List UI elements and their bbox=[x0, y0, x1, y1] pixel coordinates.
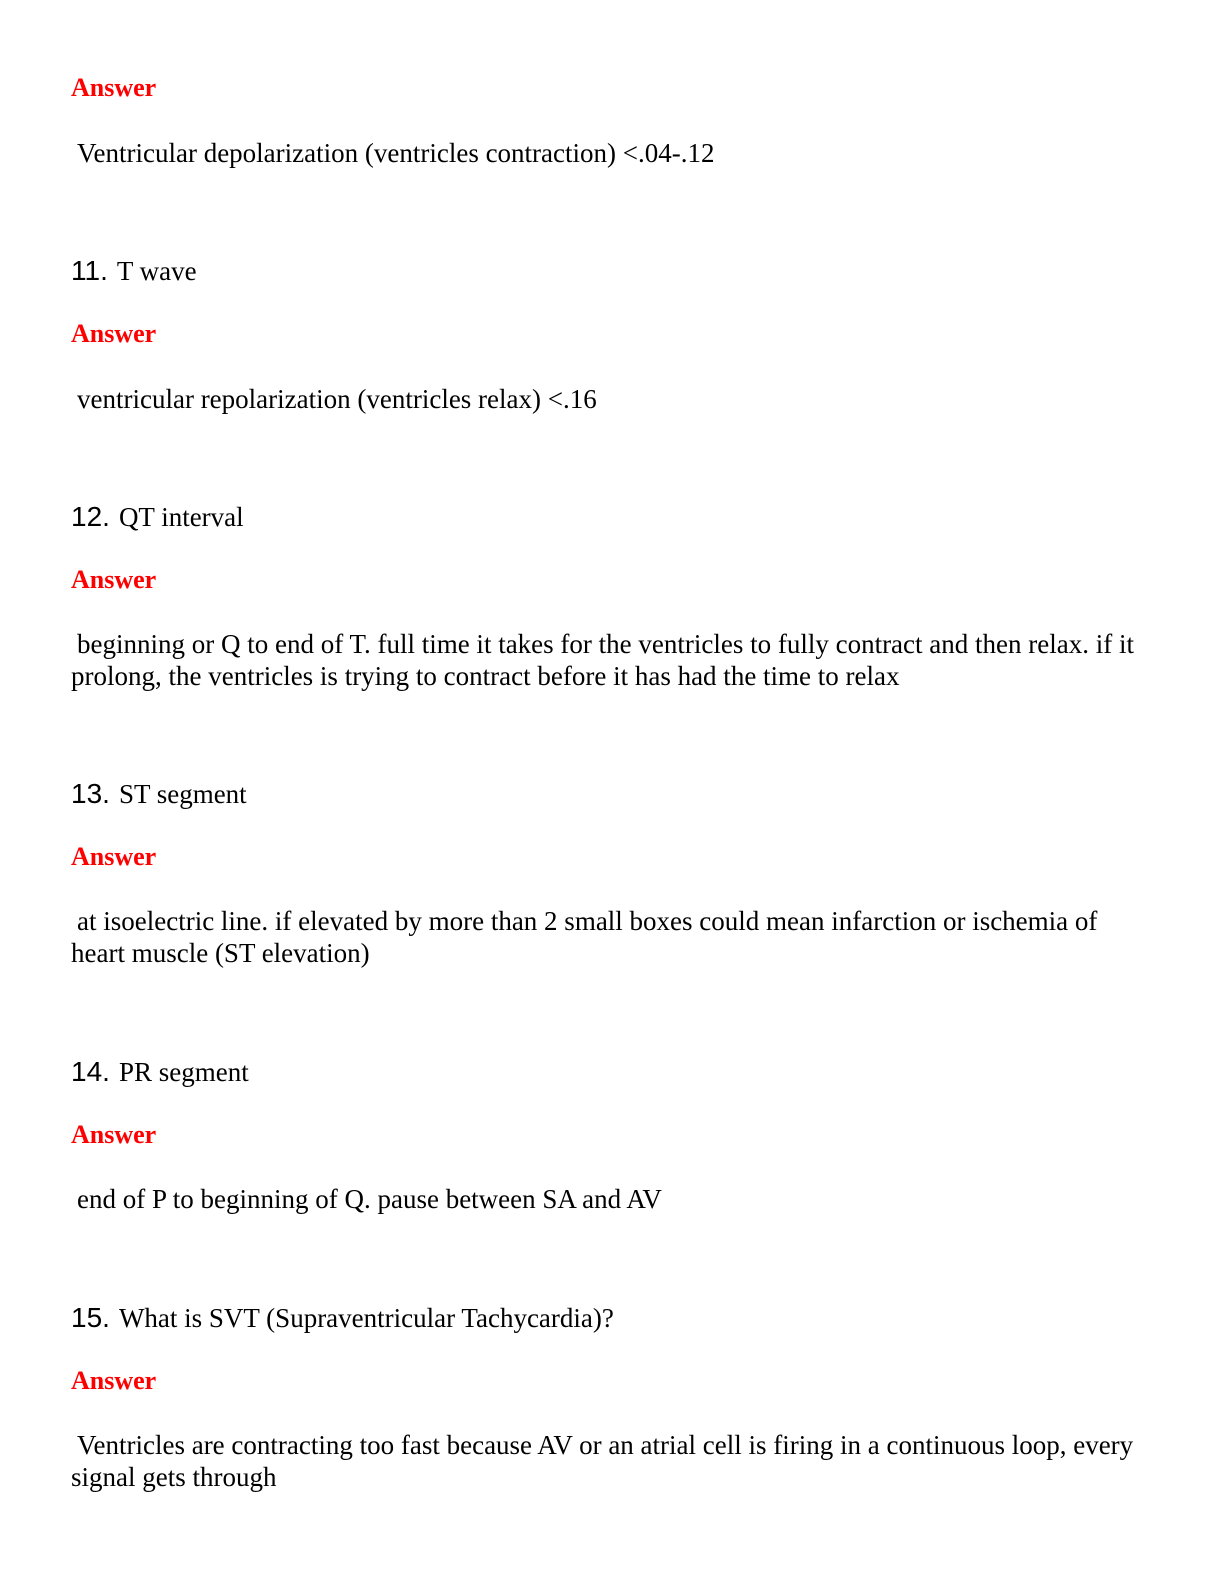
question-text: What is SVT (Supraventricular Tachycardia)? bbox=[118, 1303, 614, 1333]
question-text: T wave bbox=[116, 256, 197, 286]
answer-label: Answer bbox=[71, 842, 157, 871]
answer-text-content: end of P to beginning of Q. pause between SA and AV bbox=[77, 1184, 662, 1214]
question-text: ST segment bbox=[118, 779, 247, 809]
question-number: 12. bbox=[71, 501, 110, 532]
answer-text bbox=[71, 905, 1151, 969]
answer-text-content: beginning or Q to end of T. full time it takes for the ventricles to fully contract and then relax. if it prolong, the ventricles is trying to contract before it has had the time to relax bbox=[71, 629, 1134, 691]
question-number: 15. bbox=[71, 1302, 110, 1333]
question-number: 11. bbox=[71, 255, 108, 286]
answer-text bbox=[71, 137, 1151, 169]
answer-label: Answer bbox=[71, 1120, 157, 1149]
answer-label: Answer bbox=[71, 73, 157, 102]
answer-text-content: ventricular repolarization (ventricles relax) <.16 bbox=[77, 384, 597, 414]
question-number: 13. bbox=[71, 778, 110, 809]
answer-text bbox=[71, 1183, 1151, 1215]
answer-label: Answer bbox=[71, 565, 157, 594]
answer-label: Answer bbox=[71, 319, 157, 348]
answer-text bbox=[71, 383, 1151, 415]
question-text: QT interval bbox=[118, 502, 244, 532]
answer-text-content: Ventricular depolarization (ventricles contraction) <.04-.12 bbox=[77, 138, 715, 168]
question-13 bbox=[71, 776, 247, 812]
question-text: PR segment bbox=[118, 1057, 249, 1087]
answer-text bbox=[71, 1429, 1151, 1493]
answer-text-content: at isoelectric line. if elevated by more than 2 small boxes could mean infarction or ischemia of heart muscle (ST elevation) bbox=[71, 906, 1098, 968]
question-15 bbox=[71, 1300, 614, 1336]
question-number: 14. bbox=[71, 1056, 110, 1087]
answer-text bbox=[71, 628, 1151, 692]
question-12 bbox=[71, 499, 244, 535]
answer-label: Answer bbox=[71, 1366, 157, 1395]
answer-text-content: Ventricles are contracting too fast because AV or an atrial cell is firing in a continuous loop, every signal gets through bbox=[71, 1430, 1134, 1492]
question-11 bbox=[71, 253, 197, 289]
question-14 bbox=[71, 1054, 249, 1090]
